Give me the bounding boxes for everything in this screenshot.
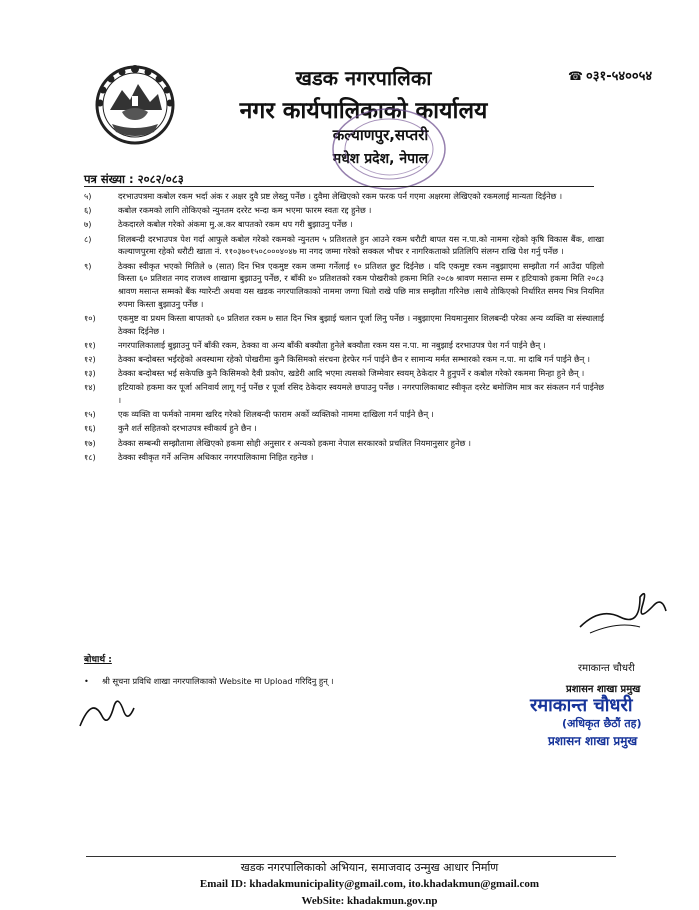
website-label: WebSite: [301,895,345,907]
letter-number-value: २०८२/०८३ [137,172,184,186]
condition-text: ठेक्का सम्बन्धी सम्झौतामा लेखिएको हकमा सोही अनुसार र अन्यको हकमा नेपाल सरकारको प्रचलित नियमानुसार हुनेछ । [118,437,472,448]
condition-text: ठेक्का बन्दोबस्त भई सकेपछि कुनै किसिमको दैवी प्रकोप, खडेरी आदि भएमा त्यसको जिम्मेवार स्वयम् ठेकेदार नै हुनुपर्ने र कबोल गरेको रकममा मिन्हा हुने छैन् । [118,368,585,379]
municipality-name: खडक नगरपालिका [295,66,432,90]
handwritten-signature [570,577,680,641]
office-province: मधेश प्रदेश, नेपाल [332,151,429,167]
condition-text: दरभाउपत्रमा कबोल रकम भर्दा अंक र अक्षर दुवै प्रष्ट लेख्नु पर्नेछ । दुवैमा लेखिएको रकम फरक पर्न गएमा अक्षरमा लेखिएको रकमलाई मान्यता दिईनेछ । [118,191,563,201]
condition-item [84,422,604,435]
website-value: khadakmun.gov.np [347,895,438,907]
condition-number: ८) [84,233,92,244]
condition-item [84,451,604,464]
header-divider [84,186,594,187]
condition-number: १७) [84,437,96,448]
condition-item [84,353,604,366]
phone-value: ०३१-५४००५४ [585,69,653,84]
condition-text: एकमुष्ट वा प्रथम किस्ता बापतको ६० प्रतिशत रकम ७ सात दिन भित्र बुझाई चलान पूर्जा लिनु पर्नेछ । नबुझाएमा नियमानुसार शिलबन्दी परेका अन्य व्यक्ति वा संस्थालाई ठेक्का दिईनेछ । [118,312,604,336]
signatory-title: प्रशासन शाखा प्रमुख [566,684,641,695]
conditions-list [84,190,604,465]
email-label: Email ID: [199,878,247,890]
condition-number: ५) [84,191,92,201]
signatory-stamp-name: रमाकान्त चौधरी [530,695,633,716]
condition-number: ९) [84,260,92,271]
letter-number [84,172,184,187]
signatory-stamp-rank: (अधिकृत छैठौं तह) [562,717,642,730]
condition-text: एक व्यक्ति वा फर्मको नाममा खरिद गरेको शिलबन्दी फाराम अर्को व्यक्तिको नाममा दाखिला गर्न पाईने छैन् । [118,409,434,420]
footer-website [0,895,699,907]
letter-number-label: पत्र संख्या : [84,172,134,186]
condition-number: १८) [84,451,96,462]
office-location: कल्याणपुर,सप्तरी [332,126,429,144]
initials-signature [74,686,138,734]
condition-text: ठेक्का बन्दोबस्त भईरहेको अवस्थामा रहेको पोखरीमा कुनै किसिमको संरचना हेरफेर गर्न पाईने छैन र सामान्य मर्मत सम्भारको रकम न.पा. मा दाबि गर्न पाईने छैन् । [118,353,590,364]
condition-item [84,190,604,203]
email-value: khadakmunicipality@gmail.com, ito.khadakmun@gmail.com [249,878,540,890]
condition-item [84,260,604,311]
condition-item [84,437,604,450]
cc-heading: बोधार्थ : [84,655,112,665]
condition-number: १६) [84,423,96,434]
condition-item [84,312,604,337]
condition-text: ठेकदारले कबोल गरेको अंकमा मु.अ.कर बापतको रकम थप गरी बुझाउनु पर्नेछ । [118,219,353,230]
condition-item [84,339,604,352]
signatory-stamp-title: प्रशासन शाखा प्रमुख [548,734,638,748]
cc-item-text: श्री सूचना प्रविधि शाखा नगरपालिकाको Website मा Upload गरिदिनु हुन् । [102,676,334,686]
condition-text: ठेक्का स्वीकृत भएको मितिले ७ (सात) दिन भित्र एकमुष्ट रकम जम्मा गर्नेलाई १० प्रतिशत छुट दिईनेछ । यदि एकमुष्ट रकम नबुझाएमा सम्झौता गर्न आउँदा पहिलो किस्ता ६० प्रतिशत नगद राजश्व शाखामा बुझाउनु पर्नेछ, र बाँकी ४० प्रतिशतको रकम पोखरीको हकमा मिति २०८७ श्रावण मसान्त सम्म र हटियाको हकमा मिति २०८३ श्रावण मसान्त सम्मको बैंक ग्यारेन्टी अथवा यस खडक नगरपालिकाको नाममा जग्गा धितो राखे पछि मात्र सम्झौता गरिनेछ ।साथै तोकिएको निर्धारित समय भित्र नियमित रुपमा किस्ता बुझाउनु पर्नेछ । [118,260,604,309]
condition-text: नगरपालिकालाई बुझाउनु पर्ने बाँकी रकम, ठेक्का वा अन्य बाँकी बक्यौता हुनेले बक्यौता रकम यस न.पा. मा नबुझाई दरभाउपत्र पेश गर्न पाईने छैन् । [118,339,546,350]
bullet-icon: • [84,676,89,686]
condition-item [84,218,604,231]
condition-number: ६) [84,205,92,216]
footer-email [0,878,699,890]
office-name: नगर कार्यपालिकाको कार्यालय [239,98,488,124]
condition-number: १३) [84,368,96,379]
footer-slogan: खडक नगरपालिकाको अभियान, समाजवाद उन्मुख आधार निर्माण [240,861,499,874]
condition-text: शिलबन्दी दरभाउपत्र पेश गर्दा आफुले कबोल गरेको रकमको न्युनतम ५ प्रतिशतले हुन आउने रकम धरौटी बापत यस न.पा.को नाममा रहेको कृषि विकास बैंक, शाखा कल्याणपुरमा रहेको धरौटी खाता नं. ११०३७०१५०८०००४०४७ मा नगद जम्मा गरेको सक्कल भौचर र नागरिकताको प्रतिलिपि संलग्न राखि पेश गर्नु पर्नेछ । [118,233,604,257]
condition-text: कुनै शर्त सहितको दरभाउपत्र स्वीकार्य हुने छैन । [118,423,257,434]
condition-number: १०) [84,312,96,323]
footer-divider [86,856,616,857]
condition-text: कबोल रकमको लागि तोकिएको न्युनतम दररेट भन्दा कम भएमा फारम स्वतः रद्द हुनेछ । [118,205,372,216]
condition-item [84,233,604,258]
condition-item [84,367,604,380]
signatory-name: रमाकान्त चौधरी [578,663,635,674]
condition-number: ११) [84,339,96,350]
condition-number: १४) [84,382,96,393]
office-stamp [330,106,448,192]
condition-item [84,204,604,217]
condition-text: हटियाको हकमा कर पूर्जा अनिवार्य लागू गर्नु पर्नेछ र पूर्जा रसिद ठेकेदार स्वयमले छपाउनु पर्नेछ । नगरपालिकाबाट स्वीकृत दररेट बमोजिम मात्र कर संकलन गर्न पाईनेछ । [118,382,604,406]
condition-number: ७) [84,219,92,230]
condition-item [84,408,604,421]
condition-text: ठेक्का स्वीकृत गर्ने अन्तिम अधिकार नगरपालिकामा निहित रहनेछ । [118,451,314,462]
condition-item [84,381,604,406]
condition-number: १२) [84,353,96,364]
condition-number: १५) [84,409,96,420]
phone-icon: ☎ [568,69,583,83]
